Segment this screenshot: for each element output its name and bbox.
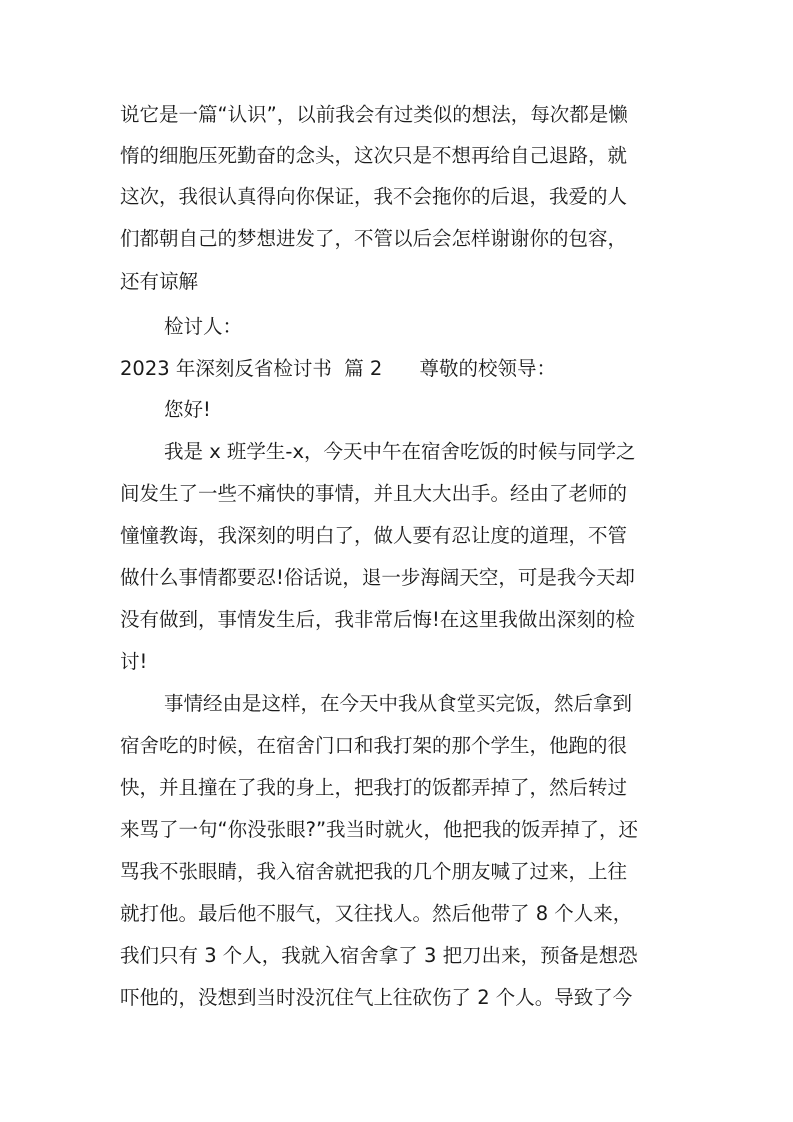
paragraph-line: 讨!: [120, 650, 148, 673]
paragraph-line: 没有做到，事情发生后，我非常后悔!在这里我做出深刻的检: [120, 608, 635, 631]
paragraph-line: 说它是一篇“认识”，以前我会有过类似的想法，每次都是懒: [120, 103, 628, 126]
paragraph-line: 做什么事情都要忍!俗话说，退一步海阔天空，可是我今天却: [120, 566, 635, 589]
paragraph-line: 来骂了一句“你没张眼?”我当时就火，他把我的饭弄掉了，还: [120, 818, 639, 841]
greeting-line: 您好!: [164, 398, 211, 421]
paragraph-line: 快，并且撞在了我的身上，把我打的饭都弄掉了，然后转过: [120, 776, 628, 799]
paragraph-line: 我是 x 班学生-x，今天中午在宿舍吃饭的时候与同学之: [164, 440, 636, 463]
paragraph-line: 吓他的，没想到当时没沉住气上往砍伤了 2 个人。导致了今: [120, 986, 633, 1009]
paragraph-line: 事情经由是这样，在今天中我从食堂买完饭，然后拿到: [164, 692, 633, 715]
paragraph-line: 惰的细胞压死勤奋的念头，这次只是不想再给自己退路，就: [120, 144, 628, 167]
paragraph-line: 间发生了一些不痛快的事情，并且大大出手。经由了老师的: [120, 482, 628, 505]
paragraph-line: 骂我不张眼睛，我入宿舍就把我的几个朋友喊了过来，上往: [120, 860, 628, 883]
paragraph-line: 我们只有 3 个人，我就入宿舍拿了 3 把刀出来，预备是想恐: [120, 944, 638, 967]
paragraph-line: 们都朝自己的梦想进发了，不管以后会怎样谢谢你的包容，: [120, 227, 628, 250]
paragraph-line: 憧憧教诲，我深刻的明白了，做人要有忍让度的道理，不管: [120, 524, 628, 547]
paragraph-line: 宿舍吃的时候，在宿舍门口和我打架的那个学生，他跑的很: [120, 734, 628, 757]
section-heading: 2023 年深刻反省检讨书 篇 2 尊敬的校领导：: [120, 357, 557, 380]
paragraph-line: 这次，我很认真得向你保证，我不会拖你的后退，我爱的人: [120, 185, 628, 208]
paragraph-line: 还有谅解: [120, 270, 199, 293]
paragraph-line: 就打他。最后他不服气，又往找人。然后他带了 8 个人来，: [120, 902, 633, 925]
signature-line: 检讨人：: [164, 315, 243, 338]
